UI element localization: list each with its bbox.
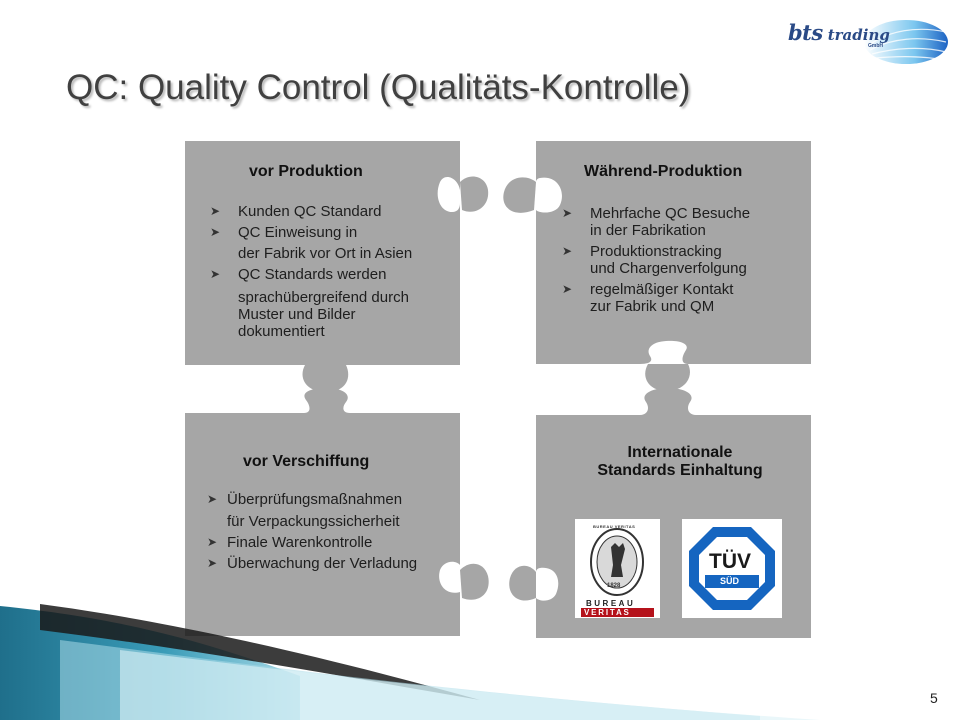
standards-title-line2: Standards Einhaltung: [597, 462, 763, 479]
bureau-veritas-year: 1828: [607, 583, 621, 589]
arrow-bullet-icon: ➤: [210, 204, 221, 218]
tuv-label-bottom: SÜD: [720, 576, 740, 586]
arrow-bullet-icon: ➤: [562, 244, 573, 258]
logo-text: [788, 20, 890, 45]
vor-produktion-list: [210, 203, 460, 340]
list-item: ➤ Mehrfache QC Besuche in der Fabrikation: [562, 205, 751, 239]
vor-produktion-title: vor Produktion: [249, 163, 363, 180]
page-number: 5: [930, 690, 938, 706]
bureau-veritas-ring-text: BUREAU VERITAS: [593, 524, 636, 529]
waehrend-produktion-title: Während-Produktion: [584, 163, 743, 180]
slide-title: QC: Quality Control (Qualitäts-Kontrolle): [66, 68, 691, 107]
vor-verschiffung-title: vor Verschiffung: [243, 453, 370, 470]
list-item: ➤ Produktionstracking und Chargenverfolgung: [562, 243, 747, 277]
arrow-bullet-icon: ➤: [210, 225, 221, 239]
list-item: ➤ QC Standards werden sprachübergreifend durch Muster und Bilder dokumentiert: [210, 266, 409, 340]
bureau-veritas-logo: [575, 519, 660, 618]
arrow-bullet-icon: ➤: [207, 492, 218, 506]
bureau-veritas-label-bottom: VERITAS: [584, 608, 631, 617]
list-item: ➤ Kunden QC Standard: [210, 203, 382, 220]
logo-bts: bts: [788, 20, 823, 45]
bureau-veritas-label-top: BUREAU: [586, 599, 636, 608]
arrow-bullet-icon: ➤: [207, 535, 218, 549]
bts-trading-logo: [784, 16, 948, 68]
arrow-bullet-icon: ➤: [562, 282, 573, 296]
standards-title: [580, 444, 780, 480]
arrow-bullet-icon: ➤: [207, 556, 218, 570]
list-item: ➤ Überprüfungsmaßnahmen für Verpackungssicherheit: [207, 491, 403, 530]
standards-title-line1: Internationale: [627, 444, 733, 461]
tuv-label-top: TÜV: [709, 550, 751, 573]
list-item: ➤ regelmäßiger Kontakt zur Fabrik und QM: [562, 281, 734, 315]
tuv-sued-logo: [682, 519, 782, 618]
logo-trading: trading: [827, 26, 890, 44]
list-item: ➤ Überwachung der Verladung: [207, 555, 418, 572]
list-item: ➤ QC Einweisung in der Fabrik vor Ort in Asien: [210, 224, 413, 262]
logo-gmbh: GmbH: [868, 43, 883, 49]
list-item: ➤ Finale Warenkontrolle: [207, 534, 373, 551]
vor-verschiffung-list: [207, 491, 457, 572]
waehrend-produktion-list: [562, 205, 802, 315]
arrow-bullet-icon: ➤: [210, 267, 221, 281]
arrow-bullet-icon: ➤: [562, 206, 573, 220]
